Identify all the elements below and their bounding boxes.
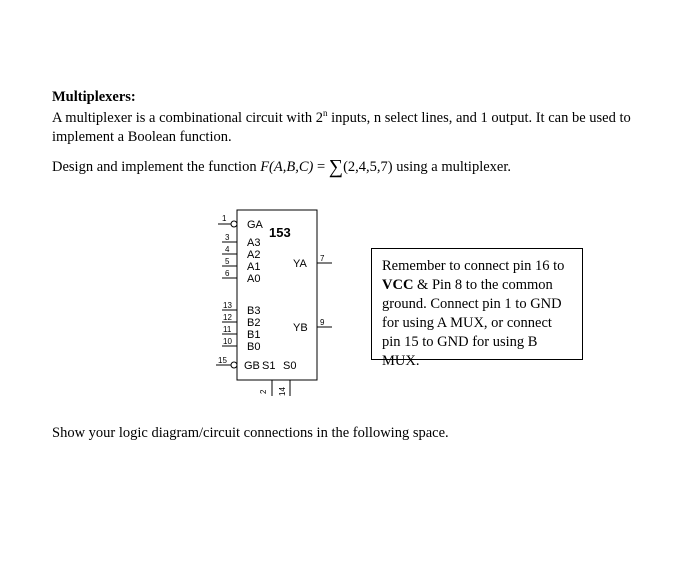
label-ga: GA [247,219,263,231]
intro-text-1: A multiplexer is a combinational circuit with 2 [52,109,324,126]
pin-num-15: 15 [218,356,227,365]
pin-num-1: 1 [222,214,227,223]
note-box [371,248,583,369]
pin-num-5: 5 [225,257,230,266]
label-a0: A0 [247,273,261,285]
label-b2: B2 [247,317,261,329]
note-line-1: Remember to connect pin 16 to [382,258,565,274]
label-yb: YB [293,322,308,334]
pin-num-9: 9 [320,318,325,327]
sigma-symbol: ∑ [328,156,344,178]
label-b0: B0 [247,341,261,353]
note-line-5: pin 15 to GND for using B MUX. [382,334,538,369]
pin-num-10: 10 [223,337,232,346]
note-line-4: for using A MUX, or connect [382,315,552,331]
ga-inversion-bubble [231,221,237,227]
label-a3: A3 [247,237,261,249]
pin-num-12: 12 [223,313,232,322]
vcc-label: VCC [382,277,414,293]
task-text: Design and implement the function [52,159,261,175]
pin-num-2: 2 [259,389,268,394]
pin-num-14: 14 [278,387,287,396]
chip-name: 153 [269,225,291,240]
function-expression: F(A,B,C) [260,159,314,175]
label-b3: B3 [247,305,261,317]
minterm-list: (2,4,5,7) [343,159,393,175]
pin-num-3: 3 [225,233,230,242]
label-a2: A2 [247,249,261,261]
note-line-2-text: & Pin 8 to the common [413,277,553,293]
exponent: n [323,108,328,118]
task-text-end: using a multiplexer. [392,159,512,175]
label-ya: YA [293,258,307,270]
pin-num-13: 13 [223,301,232,310]
footer-instruction: Show your logic diagram/circuit connections in the following space. [52,425,449,441]
label-s0: S0 [283,360,297,372]
label-gb: GB [244,360,260,372]
label-s1: S1 [262,360,276,372]
gb-inversion-bubble [231,362,237,368]
note-line-2 [382,276,574,295]
pin-num-11: 11 [223,325,232,334]
section-heading: Multiplexers: [52,89,136,105]
pin-num-4: 4 [225,245,230,254]
label-a1: A1 [247,261,261,273]
intro-text-2: inputs, n select lines, and 1 output. It can be used to implement a Boolean function. [52,109,631,145]
note-line-3: ground. Connect pin 1 to GND [382,296,562,312]
equals-sign: = [313,159,329,175]
pin-num-6: 6 [225,269,230,278]
label-b1: B1 [247,329,261,341]
pin-num-7: 7 [320,254,325,263]
